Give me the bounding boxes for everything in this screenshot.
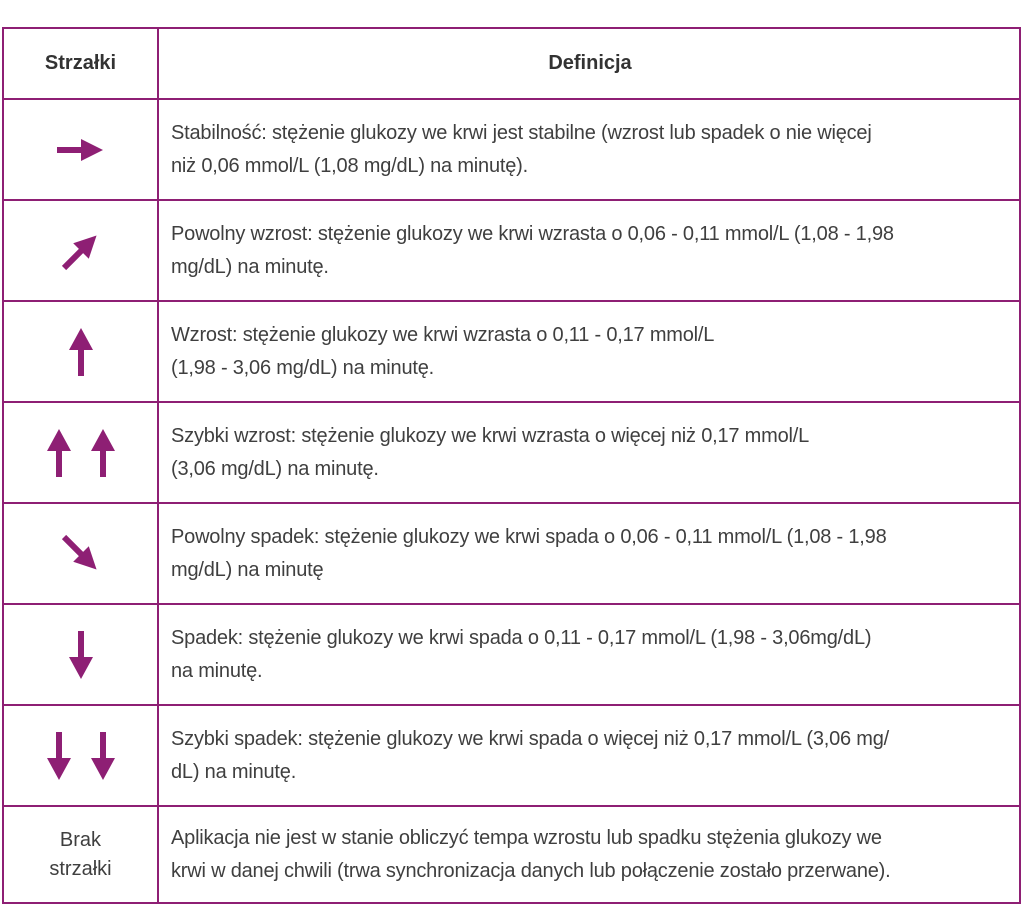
- arrow-down-icon: [61, 627, 101, 683]
- arrow-cell: [4, 302, 159, 401]
- definition-cell: [159, 504, 1019, 603]
- table-row: [4, 603, 1019, 704]
- arrow-up-right-icon: [51, 226, 111, 276]
- definition-cell: [159, 605, 1019, 704]
- table-row: [4, 300, 1019, 401]
- table-row: [4, 98, 1019, 199]
- arrow-cell: [4, 504, 159, 603]
- definition-text: Szybki spadek: stężenie glukozy we krwi spada o więcej niż 0,17 mmol/L (3,06 mg/ dL) na minutę.: [171, 727, 890, 783]
- arrow-cell: [4, 100, 159, 199]
- arrow-right-icon: [51, 130, 111, 170]
- definition-cell: [159, 807, 1019, 902]
- definition-text: Powolny spadek: stężenie glukozy we krwi spada o 0,06 - 0,11 mmol/L (1,08 - 1,98 mg/dL) na minutę: [171, 525, 887, 581]
- table-row: [4, 401, 1019, 502]
- arrow-cell: [4, 201, 159, 300]
- definition-text: Aplikacja nie jest w stanie obliczyć tempa wzrostu lub spadku stężenia glukozy we krwi w danej chwili (trwa synchronizacja danych lub połączenie zostało przerwane).: [171, 826, 891, 882]
- double-arrow-up-icon: [46, 425, 116, 481]
- arrow-down-right-icon: [51, 529, 111, 579]
- definition-text: Spadek: stężenie glukozy we krwi spada o 0,11 - 0,17 mmol/L (1,98 - 3,06mg/dL) na minutę.: [171, 626, 872, 682]
- glucose-trend-arrows-table: [2, 27, 1021, 904]
- no-arrow-label: Brak strzałki: [49, 828, 112, 880]
- table-row: [4, 199, 1019, 300]
- table-row: [4, 805, 1019, 902]
- definition-cell: [159, 100, 1019, 199]
- definition-cell: [159, 403, 1019, 502]
- definition-text: Powolny wzrost: stężenie glukozy we krwi wzrasta o 0,06 - 0,11 mmol/L (1,08 - 1,98 mg/dL) na minutę.: [171, 222, 894, 278]
- definition-cell: [159, 302, 1019, 401]
- table-row: [4, 502, 1019, 603]
- definition-cell: [159, 706, 1019, 805]
- definition-text: Szybki wzrost: stężenie glukozy we krwi wzrasta o więcej niż 0,17 mmol/L (3,06 mg/dL) na minutę.: [171, 424, 810, 480]
- double-arrow-down-icon: [46, 728, 116, 784]
- definition-text: Stabilność: stężenie glukozy we krwi jest stabilne (wzrost lub spadek o nie więcej niż 0,06 mmol/L (1,08 mg/dL) na minutę).: [171, 121, 872, 177]
- definition-text: Wzrost: stężenie glukozy we krwi wzrasta o 0,11 - 0,17 mmol/L (1,98 - 3,06 mg/dL) na minutę.: [171, 323, 715, 379]
- header-definition: Definicja: [548, 52, 632, 74]
- header-arrows: Strzałki: [4, 29, 159, 98]
- arrow-cell: [4, 605, 159, 704]
- arrow-cell: [4, 403, 159, 502]
- table-header-row: [4, 29, 1019, 98]
- arrow-cell: [4, 807, 159, 902]
- arrow-cell: [4, 706, 159, 805]
- table-row: [4, 704, 1019, 805]
- arrow-up-icon: [61, 324, 101, 380]
- definition-cell: [159, 201, 1019, 300]
